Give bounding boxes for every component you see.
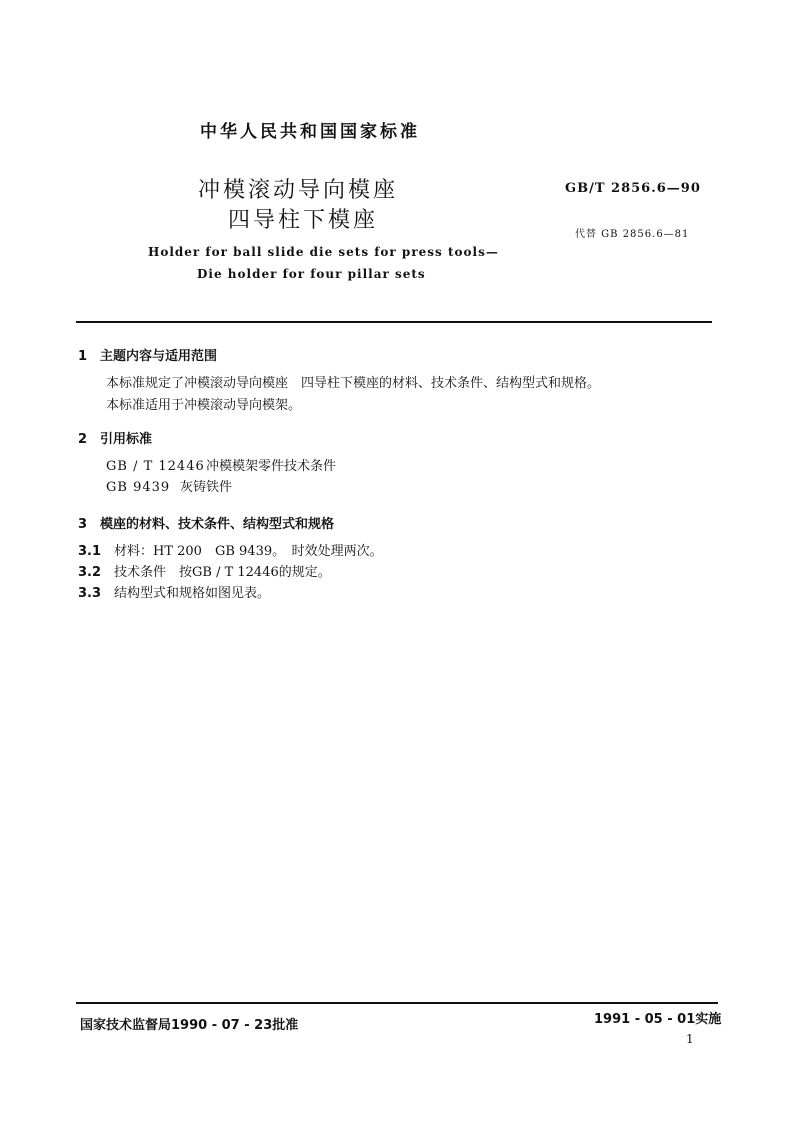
reference-1-code: GB / T 12446 bbox=[106, 459, 205, 474]
clause-3-2-number: 3.2 bbox=[78, 565, 102, 580]
clause-3-3-text: 结构型式和规格如图见表。 bbox=[114, 586, 271, 601]
section-3-title: 模座的材料、技术条件、结构型式和规格 bbox=[100, 517, 335, 532]
standard-number: GB/T 2856.6—90 bbox=[565, 181, 701, 196]
clause-3-1-number: 3.1 bbox=[78, 544, 102, 559]
english-title-line-2: Die holder for four pillar sets bbox=[197, 267, 426, 281]
section-2-heading bbox=[78, 428, 152, 447]
reference-2-code: GB 9439 bbox=[106, 480, 171, 495]
clause-3-3-number: 3.3 bbox=[78, 586, 102, 601]
title-line-1: 冲模滚动导向模座 bbox=[198, 178, 399, 203]
clause-3-2 bbox=[78, 561, 331, 580]
reference-1-title: 冲模模架零件技术条件 bbox=[206, 459, 337, 474]
replaces-note: 代替 GB 2856.6—81 bbox=[575, 229, 690, 240]
section-2-title: 引用标准 bbox=[100, 432, 153, 447]
english-title-line-1: Holder for ball slide die sets for press tools— bbox=[148, 245, 499, 259]
title-line-2: 四导柱下模座 bbox=[228, 208, 379, 233]
reference-2-title: 灰铸铁件 bbox=[180, 480, 233, 495]
national-standard-label: 中华人民共和国国家标准 bbox=[200, 122, 420, 142]
section-2-number: 2 bbox=[78, 432, 88, 447]
effective-date: 1991 - 05 - 01实施 bbox=[594, 1012, 722, 1027]
section-1-heading bbox=[78, 345, 217, 364]
clause-3-3 bbox=[78, 582, 270, 601]
clause-3-1-text: 材料：HT 200 GB 9439。 时效处理两次。 bbox=[114, 544, 383, 559]
footer-divider bbox=[76, 1002, 718, 1004]
section-3-heading bbox=[78, 513, 334, 532]
section-3-number: 3 bbox=[78, 517, 88, 532]
section-1-number: 1 bbox=[78, 349, 88, 364]
reference-1 bbox=[106, 455, 336, 474]
clause-3-2-text: 技术条件 按GB / T 12446的规定。 bbox=[114, 565, 331, 580]
reference-2 bbox=[106, 476, 232, 495]
section-1-paragraph-2: 本标准适用于冲模滚动导向模架。 bbox=[106, 398, 302, 413]
header-divider bbox=[76, 321, 712, 323]
section-1-title: 主题内容与适用范围 bbox=[100, 349, 218, 364]
clause-3-1 bbox=[78, 540, 383, 559]
section-1-paragraph-1: 本标准规定了冲模滚动导向模座 四导柱下模座的材料、技术条件、结构型式和规格。 bbox=[106, 376, 601, 391]
page-number: 1 bbox=[686, 1032, 694, 1046]
approval-date: 国家技术监督局1990 - 07 - 23批准 bbox=[80, 1018, 299, 1033]
